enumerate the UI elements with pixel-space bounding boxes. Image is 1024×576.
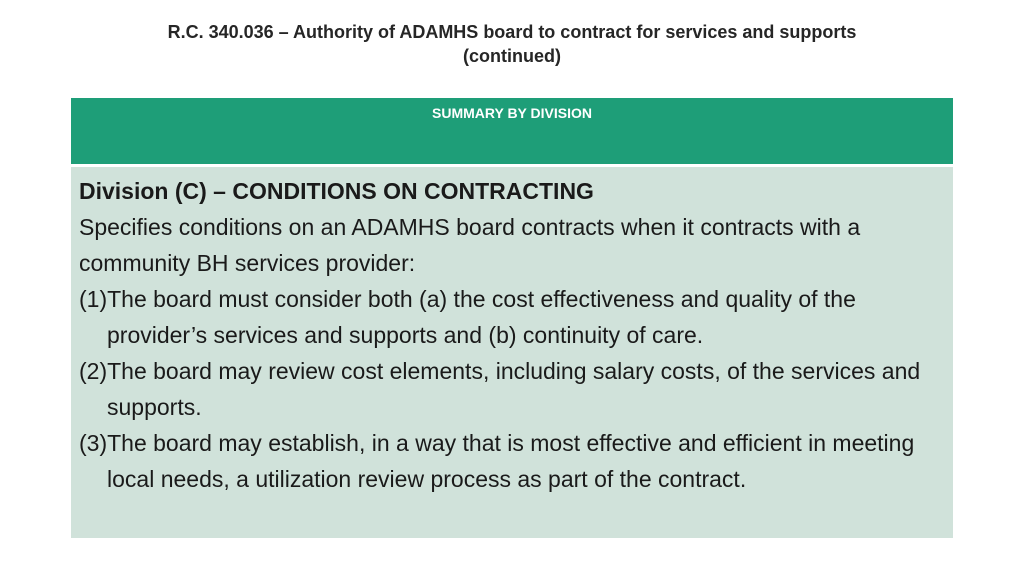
table-body-cell (71, 167, 953, 538)
division-heading: Division (C) – CONDITIONS ON CONTRACTING (79, 178, 594, 204)
division-intro: Specifies conditions on an ADAMHS board contracts when it contracts with a community BH services provider: (79, 214, 861, 276)
table-header-label: SUMMARY BY DIVISION (432, 105, 592, 121)
condition-item-1: (1)The board must consider both (a) the cost effectiveness and quality of the provider’s services and supports and (b) continuity of care. (79, 286, 856, 348)
slide-title-line-2: (continued) (463, 46, 561, 66)
condition-item-2: (2)The board may review cost elements, including salary costs, of the services and supports. (79, 358, 921, 420)
table-header-row (71, 98, 953, 164)
slide-title-line-1: R.C. 340.036 – Authority of ADAMHS board to contract for services and supports (167, 22, 857, 42)
condition-item-3: (3)The board may establish, in a way that is most effective and efficient in meeting local needs, a utilization review process as part of the contract. (79, 430, 915, 492)
slide-title (0, 20, 1024, 68)
body-content (79, 173, 947, 497)
summary-table (71, 98, 953, 538)
